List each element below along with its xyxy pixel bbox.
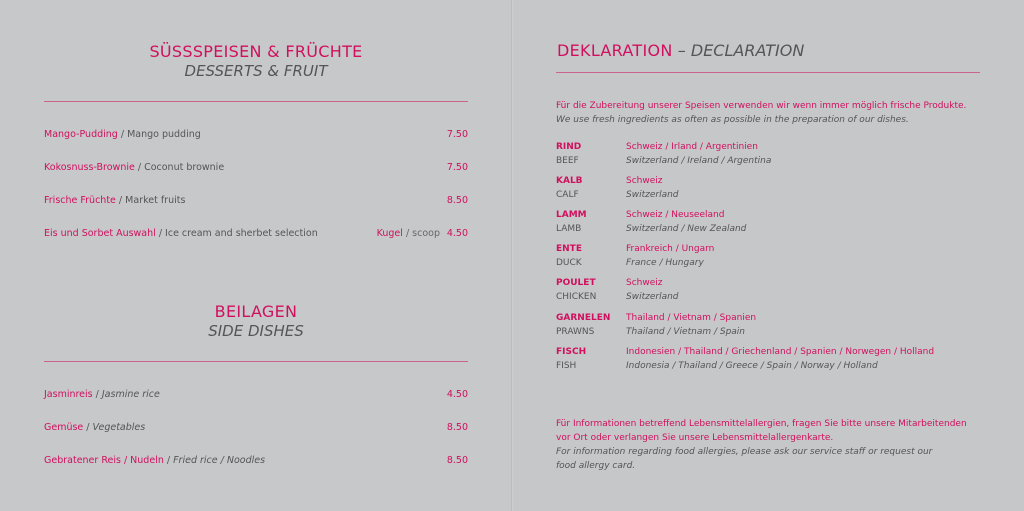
meat-label-en: FISH [556,361,577,371]
item-unit: Kugel / scoop [376,228,440,239]
meat-label-de: GARNELEN [556,313,611,323]
meat-label-de: ENTE [556,244,582,254]
origin-en: France / Hungary [626,258,704,268]
menu-item: Frische Früchte / Market fruits 8.50 [44,195,468,206]
origin-en: Indonesia / Thailand / Greece / Spain / Norway / Holland [626,361,878,371]
menu-item: Gebratener Reis / Nudeln / Fried rice / Noodles 8.50 [44,455,468,466]
declaration-rule [556,72,980,73]
origin-de: Schweiz [626,278,663,288]
meat-label-en: CHICKEN [556,292,597,302]
item-price: 4.50 [446,389,468,400]
item-price: 4.50 [446,228,468,239]
origin-en: Switzerland [626,190,679,200]
menu-item: Kokosnuss-Brownie / Coconut brownie 7.50 [44,162,468,173]
item-price: 8.50 [446,455,468,466]
allergy-note [556,417,967,473]
menu-item: Eis und Sorbet Auswahl / Ice cream and sherbet selection Kugel / scoop 4.50 [44,228,468,239]
meat-label-de: POULET [556,278,596,288]
menu-item: Mango-Pudding / Mango pudding 7.50 [44,129,468,140]
meat-label-en: DUCK [556,258,582,268]
origin-en: Switzerland / New Zealand [626,224,747,234]
meat-label-en: PRAWNS [556,327,595,337]
meat-label-en: CALF [556,190,579,200]
desserts-rule [44,101,468,102]
item-name-en: Fried rice / Noodles [173,455,266,466]
meat-label-de: FISCH [556,347,587,357]
origin-de: Schweiz / Irland / Argentinien [626,142,758,152]
menu-item: Jasminreis / Jasmine rice 4.50 [44,389,468,400]
declaration-title-en: DECLARATION [690,41,805,60]
desserts-title-de: SÜSSSPEISEN & FRÜCHTE [149,42,363,61]
allergy-de-line2: vor Ort oder verlangen Sie unsere Lebensmittelallergenkarte. [556,433,834,443]
sides-title-de: BEILAGEN [214,302,298,321]
item-price: 7.50 [446,129,468,140]
item-name-en: Market fruits [125,195,186,206]
item-name-de: Mango-Pudding [44,129,118,140]
item-name-de: Gemüse [44,422,84,433]
item-name-de: Kokosnuss-Brownie [44,162,135,173]
item-name-en: Mango pudding [127,129,201,140]
origin-en: Thailand / Vietnam / Spain [626,327,746,337]
intro-de: Für die Zubereitung unserer Speisen verwenden wir wenn immer möglich frische Produkte. [556,101,967,111]
meat-label-de: LAMM [556,210,587,220]
item-name-en: Coconut brownie [144,162,225,173]
meat-label-en: LAMB [556,224,582,234]
sides-header [44,302,468,340]
origin-de: Schweiz / Neuseeland [626,210,725,220]
origin-en: Switzerland [626,292,679,302]
origin-en: Switzerland / Ireland / Argentina [626,156,772,166]
intro-text [556,99,966,127]
origin-de: Frankreich / Ungarn [626,244,715,254]
menu-item: Gemüse / Vegetables 8.50 [44,422,468,433]
origin-de: Indonesien / Thailand / Griechenland / Spanien / Norwegen / Holland [626,347,935,357]
item-name-de: Gebratener Reis / Nudeln [44,455,164,466]
allergy-de-line1: Für Informationen betreffend Lebensmittelallergien, fragen Sie bitte unsere Mitarbeitenden [556,419,967,429]
page-fold [511,0,513,511]
item-name-de: Jasminreis [44,389,93,400]
item-name-en: Jasmine rice [101,389,160,400]
meat-label-en: BEEF [556,156,579,166]
meat-label-de: RIND [556,142,582,152]
allergy-en-line2: food allergy card. [556,461,636,471]
meat-label-de: KALB [556,176,583,186]
origin-de: Schweiz [626,176,663,186]
sides-rule [44,361,468,362]
intro-en: We use fresh ingredients as often as possible in the preparation of our dishes. [556,115,909,125]
declaration-title-sep: – [677,41,686,60]
item-price: 8.50 [446,195,468,206]
allergy-en-line1: For information regarding food allergies, please ask our service staff or request our [556,447,933,457]
item-name-en: Ice cream and sherbet selection [165,228,318,239]
origin-de: Thailand / Vietnam / Spanien [626,313,757,323]
item-name-de: Frische Früchte [44,195,116,206]
desserts-header [44,42,468,80]
item-name-de: Eis und Sorbet Auswahl [44,228,156,239]
item-name-en: Vegetables [92,422,146,433]
desserts-title-en: DESSERTS & FRUIT [184,62,328,80]
declaration-title-de: DEKLARATION [557,41,673,60]
declaration-title [557,41,804,60]
item-price: 8.50 [446,422,468,433]
item-price: 7.50 [446,162,468,173]
sides-title-en: SIDE DISHES [208,322,304,340]
